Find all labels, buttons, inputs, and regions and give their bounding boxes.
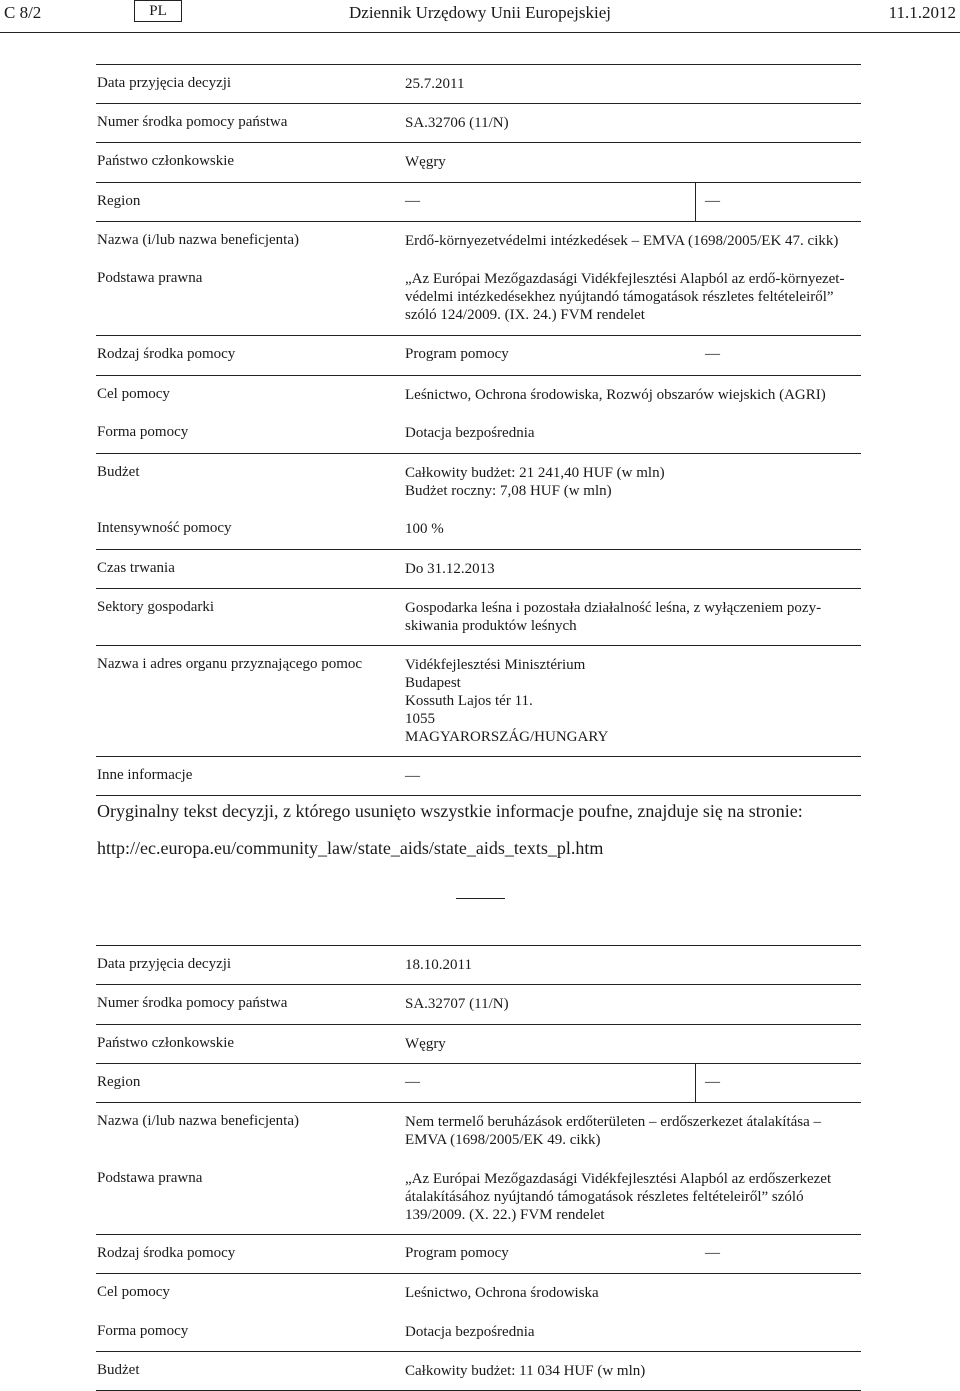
value-line: Vidékfejlesztési Minisztérium	[405, 657, 586, 673]
column-divider	[695, 183, 696, 221]
label: Podstawa prawna	[97, 1170, 203, 1186]
value-line: Gospodarka leśna i pozostała działalność leśna, z wyłączeniem pozy-	[405, 600, 822, 616]
label: Region	[97, 1074, 141, 1090]
label: Region	[97, 193, 141, 209]
value-line: átalakításához nyújtandó támogatások részletes feltételeiről” szóló	[405, 1189, 804, 1205]
row-budget	[96, 453, 861, 510]
value-line: EMVA (1698/2005/EK 49. cikk)	[405, 1132, 601, 1148]
row-measure-type	[96, 335, 861, 375]
row-beneficiary	[96, 1102, 861, 1160]
row-aid-number	[96, 103, 861, 142]
value-line: 1055	[405, 711, 435, 727]
value-line: „Az Európai Mezőgazdasági Vidékfejlesztési Alapból az erdő-környezet-	[405, 271, 845, 287]
value-line: skiwania produktów leśnych	[405, 618, 577, 634]
record-separator	[456, 898, 505, 899]
value: —	[405, 1074, 420, 1090]
value	[405, 1170, 859, 1224]
row-member-state	[96, 1024, 861, 1063]
value: 100 %	[405, 521, 444, 537]
row-duration	[96, 549, 861, 588]
value	[405, 599, 859, 635]
row-region	[96, 182, 861, 221]
value-line: Całkowity budżet: 21 241,40 HUF (w mln)	[405, 465, 665, 481]
page-header	[0, 0, 960, 33]
journal-title: Dziennik Urzędowy Unii Europejskiej	[349, 3, 612, 22]
value-line: Nem termelő beruházások erdőterületen – erdőszerkezet átalakítása –	[405, 1114, 822, 1130]
value: Do 31.12.2013	[405, 561, 495, 577]
label: Cel pomocy	[97, 386, 170, 402]
row-objective	[96, 375, 861, 414]
value-line: szóló 124/2009. (IX. 24.) FVM rendelet	[405, 307, 645, 323]
value: —	[405, 193, 420, 209]
value: 18.10.2011	[405, 957, 472, 973]
value: Dotacja bezpośrednia	[405, 1324, 535, 1340]
language-badge: PL	[134, 0, 182, 22]
row-aid-number	[96, 984, 861, 1024]
label: Nazwa (i/lub nazwa beneficjenta)	[97, 1113, 299, 1129]
row-decision-date	[96, 64, 861, 103]
label: Numer środka pomocy państwa	[97, 114, 288, 130]
value-secondary: —	[705, 193, 720, 209]
label: Forma pomocy	[97, 1323, 189, 1339]
value-secondary: —	[705, 1245, 720, 1261]
value	[405, 1113, 859, 1149]
original-text-note: Oryginalny tekst decyzji, z którego usunięto wszystkie informacje poufne, znajduje się na stronie:	[97, 801, 803, 821]
row-form	[96, 414, 861, 453]
value-line: MAGYARORSZÁG/HUNGARY	[405, 729, 609, 745]
label: Rodzaj środka pomocy	[97, 346, 236, 362]
row-region	[96, 1063, 861, 1102]
row-measure-type	[96, 1234, 861, 1273]
label: Forma pomocy	[97, 424, 189, 440]
row-decision-date	[96, 945, 861, 984]
label: Budżet	[97, 1362, 140, 1378]
label: Data przyjęcia decyzji	[97, 75, 232, 91]
value: Program pomocy	[405, 346, 509, 362]
label: Nazwa i adres organu przyznającego pomoc	[97, 656, 363, 672]
label: Czas trwania	[97, 560, 175, 576]
label: Państwo członkowskie	[97, 153, 235, 169]
value	[405, 656, 859, 746]
value-line: 139/2009. (X. 22.) FVM rendelet	[405, 1207, 605, 1223]
value: SA.32706 (11/N)	[405, 115, 509, 131]
value: Węgry	[405, 1036, 446, 1052]
value: Leśnictwo, Ochrona środowiska	[405, 1285, 599, 1301]
label: Inne informacje	[97, 767, 193, 783]
value: Całkowity budżet: 11 034 HUF (w mln)	[405, 1363, 646, 1379]
value-secondary: —	[705, 1074, 720, 1090]
row-intensity	[96, 510, 861, 549]
row-budget	[96, 1351, 861, 1391]
journal-series-code: C 8/2	[4, 3, 42, 22]
value-line: védelmi intézkedésekhez nyújtandó támogatások részletes feltételeiről”	[405, 289, 834, 305]
label: Nazwa (i/lub nazwa beneficjenta)	[97, 232, 299, 248]
value: Dotacja bezpośrednia	[405, 425, 535, 441]
value-line: „Az Európai Mezőgazdasági Vidékfejlesztési Alapból az erdőszerkezet	[405, 1171, 832, 1187]
value-line: Budżet roczny: 7,08 HUF (w mln)	[405, 483, 612, 499]
label: Numer środka pomocy państwa	[97, 995, 288, 1011]
row-granting-authority	[96, 645, 861, 756]
label: Rodzaj środka pomocy	[97, 1245, 236, 1261]
value-line: Kossuth Lajos tér 11.	[405, 693, 533, 709]
row-sectors	[96, 588, 861, 645]
label: Cel pomocy	[97, 1284, 170, 1300]
value: SA.32707 (11/N)	[405, 996, 509, 1012]
label: Podstawa prawna	[97, 270, 203, 286]
row-legal-basis	[96, 260, 861, 335]
value-secondary: —	[705, 346, 720, 362]
value: Program pomocy	[405, 1245, 509, 1261]
value-line: Budapest	[405, 675, 461, 691]
value: Węgry	[405, 154, 446, 170]
label: Budżet	[97, 464, 140, 480]
value: 25.7.2011	[405, 76, 465, 92]
row-beneficiary	[96, 221, 861, 260]
value: —	[405, 768, 420, 784]
aid-record-1	[96, 64, 861, 796]
value: Erdő-környezetvédelmi intézkedések – EMVA (1698/2005/EK 47. cikk)	[405, 233, 839, 249]
row-other-info	[96, 756, 861, 796]
row-legal-basis	[96, 1160, 861, 1234]
label: Data przyjęcia decyzji	[97, 956, 232, 972]
aid-record-2	[96, 945, 861, 1391]
row-member-state	[96, 142, 861, 182]
label: Intensywność pomocy	[97, 520, 232, 536]
column-divider	[695, 1064, 696, 1102]
value: Leśnictwo, Ochrona środowiska, Rozwój obszarów wiejskich (AGRI)	[405, 387, 826, 403]
label: Sektory gospodarki	[97, 599, 215, 615]
row-form	[96, 1313, 861, 1351]
issue-date: 11.1.2012	[888, 3, 956, 22]
label: Państwo członkowskie	[97, 1035, 235, 1051]
row-objective	[96, 1273, 861, 1313]
value	[405, 270, 859, 324]
value	[405, 464, 859, 500]
original-text-link[interactable]: http://ec.europa.eu/community_law/state_aids/state_aids_texts_pl.htm	[97, 838, 604, 858]
